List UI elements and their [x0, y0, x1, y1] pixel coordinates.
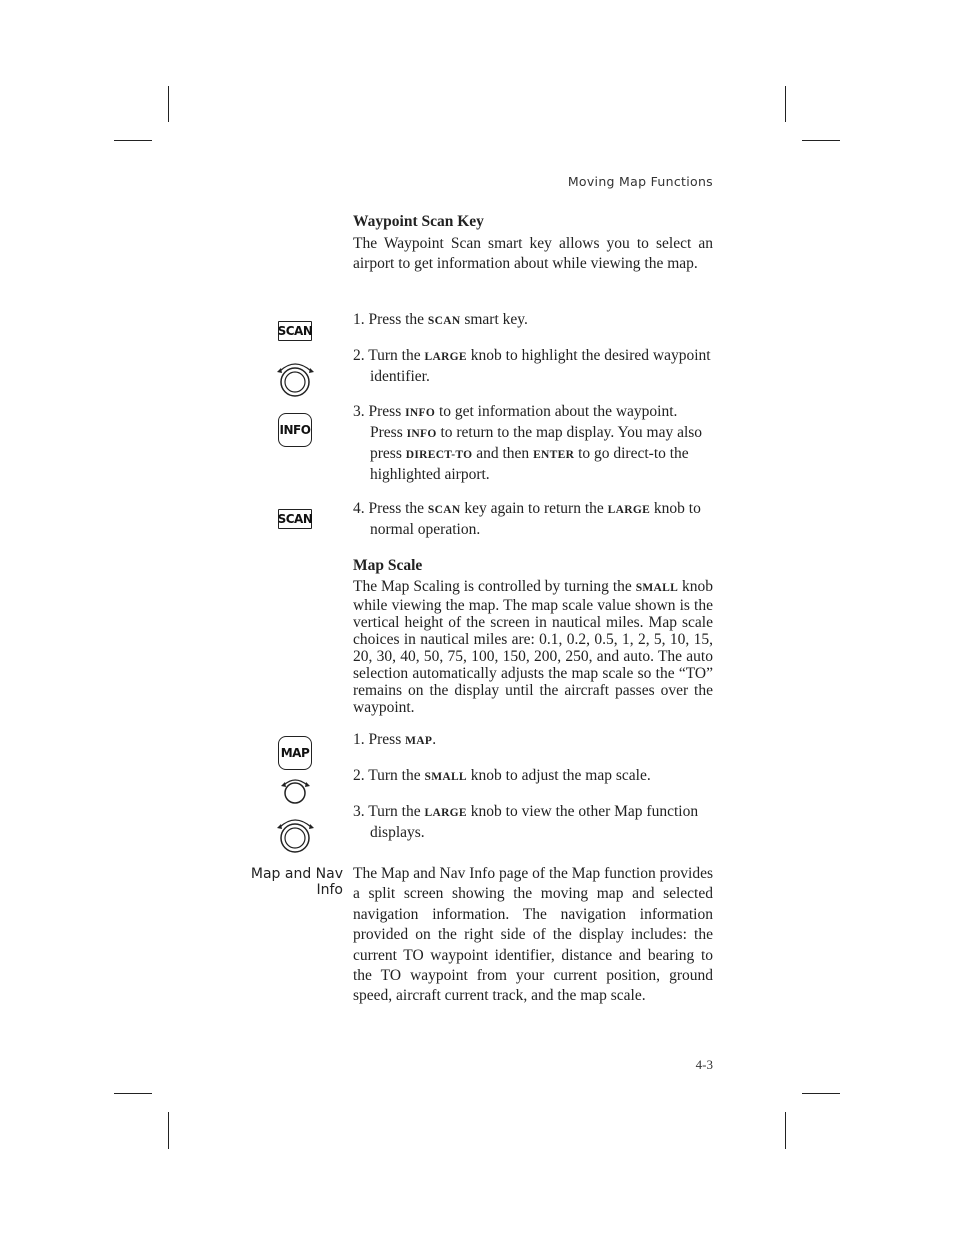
- scan-key-icon: SCAN: [278, 509, 312, 529]
- map-key-icon: MAP: [278, 736, 312, 770]
- crop-mark: [802, 1093, 840, 1094]
- map-scale-step-1: 1. Press MAP.: [353, 731, 437, 748]
- crop-mark: [168, 86, 169, 122]
- scan-key-icon: SCAN: [278, 321, 312, 341]
- large-knob-icon: [274, 816, 318, 856]
- waypoint-scan-step-2: 2. Turn the LARGE knob to highlight the desired waypoint identifier.: [353, 347, 711, 385]
- map-scale-step-3: 3. Turn the LARGE knob to view the other Map function displays.: [353, 803, 699, 841]
- page-number: 4-3: [695, 1057, 713, 1072]
- map-nav-info-side-label: Map and Nav Info: [250, 866, 343, 898]
- info-key-icon: INFO: [278, 413, 312, 447]
- map-scale-paragraph: The Map Scaling is controlled by turning the SMALL knob while viewing the map. The map scale value shown is the vertical height of the screen in nautical miles. Map scale choices in nautical miles are: 0.1, 0.2, 0.5, 1, 2, 5, 10, 15, 20, 30, 40, 50, 75, 100, 150, 200, 250, and auto. The auto selection automatically adjusts the map scale so the “TO” remains on the display until the aircraft passes over the waypoint.: [353, 578, 714, 716]
- section-heading-map-scale: Map Scale: [353, 557, 423, 574]
- crop-mark: [802, 140, 840, 141]
- waypoint-scan-intro: The Waypoint Scan smart key allows you to select an airport to get information about while viewing the map.: [353, 235, 713, 272]
- small-knob-icon: [279, 777, 313, 805]
- waypoint-scan-step-4: 4. Press the SCAN key again to return the LARGE knob to normal operation.: [353, 500, 701, 538]
- waypoint-scan-step-3: 3. Press INFO to get information about the waypoint. Press INFO to return to the map display. You may also press DIRECT-TO and then ENTER to go direct-to the highlighted airport.: [353, 403, 703, 483]
- map-scale-step-2: 2. Turn the SMALL knob to adjust the map scale.: [353, 767, 651, 784]
- running-head: Moving Map Functions: [567, 174, 713, 189]
- map-nav-info-paragraph: The Map and Nav Info page of the Map function provides a split screen showing the moving map and selected navigation information. The navigation information provided on the right side of the display includes: the current TO waypoint identifier, distance and bearing to the TO waypoint from your current position, ground speed, aircraft current track, and the map scale.: [353, 865, 713, 1005]
- crop-mark: [114, 140, 152, 141]
- crop-mark: [785, 1112, 786, 1149]
- large-knob-icon: [274, 359, 318, 403]
- waypoint-scan-step-1: 1. Press the SCAN smart key.: [353, 311, 528, 328]
- crop-mark: [114, 1093, 152, 1094]
- crop-mark: [785, 86, 786, 122]
- crop-mark: [168, 1112, 169, 1149]
- section-heading-waypoint-scan: Waypoint Scan Key: [353, 213, 484, 230]
